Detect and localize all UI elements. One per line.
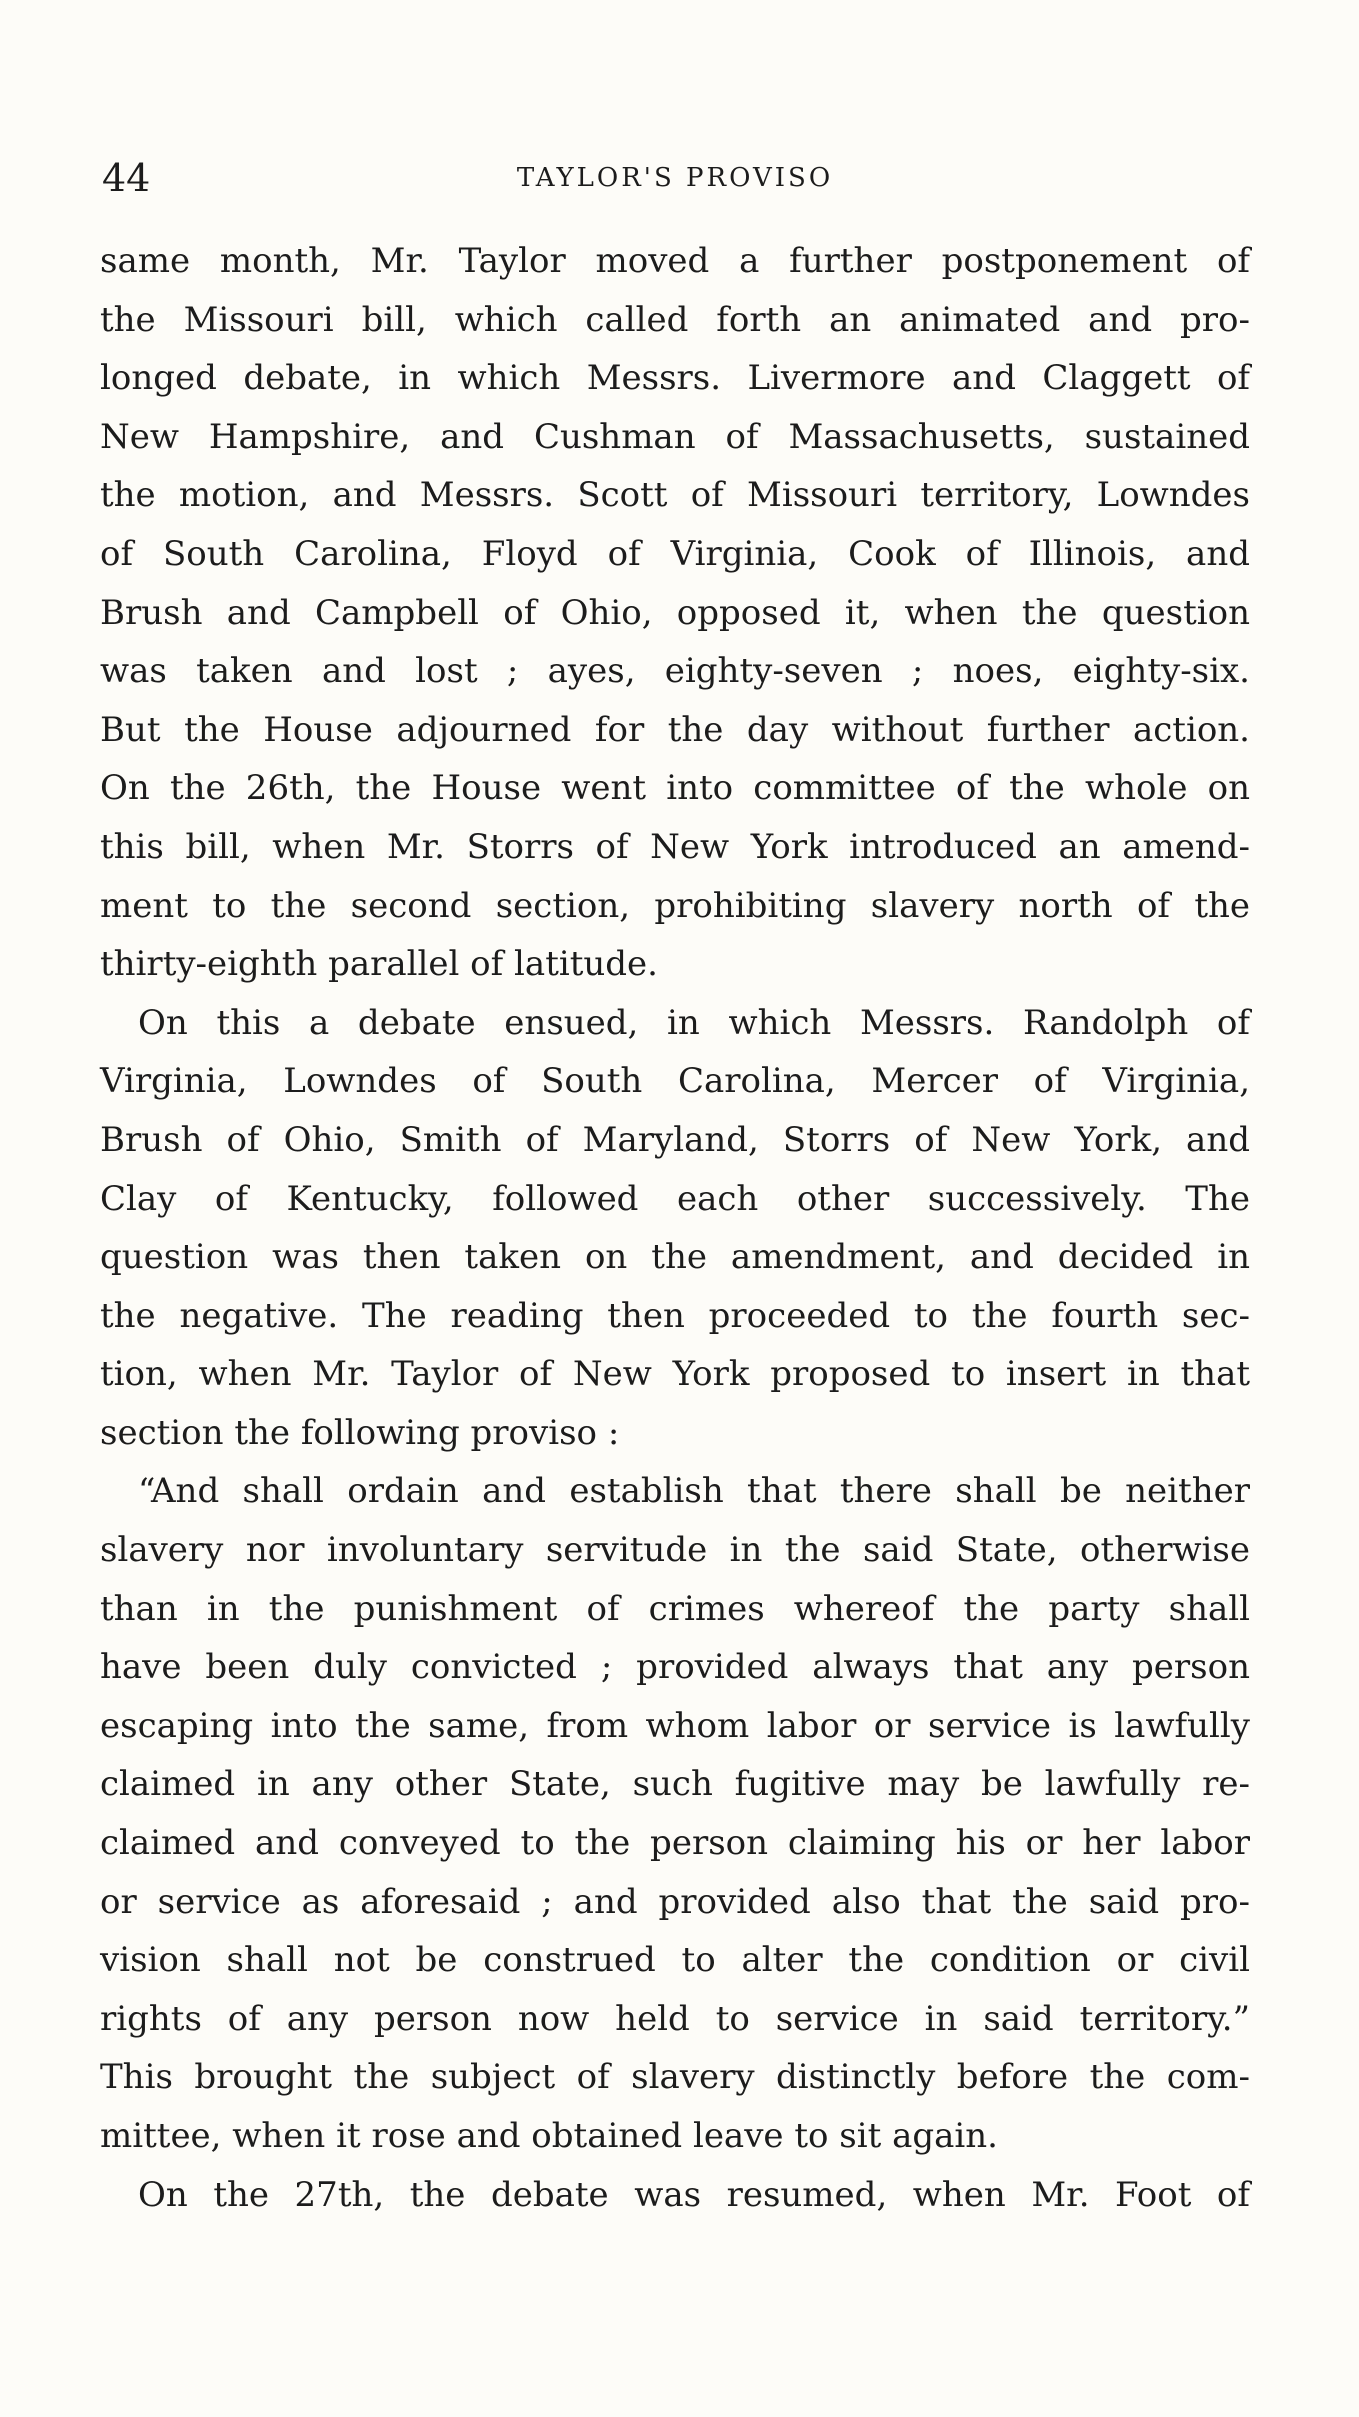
text-line: ment to the second section, prohibiting slavery north of the <box>100 885 1250 926</box>
quote-line: claimed and conveyed to the person claiming his or her labor <box>100 1823 1250 1864</box>
quote-line: vision shall not be construed to alter the condition or civil <box>100 1940 1250 1981</box>
quote-line: claimed in any other State, such fugitive may be lawfully re- <box>100 1764 1250 1805</box>
text-line: New Hampshire, and Cushman of Massachusetts, sustained <box>100 416 1250 457</box>
text-line: On the 26th, the House went into committee of the whole on <box>100 768 1250 809</box>
text-line: But the House adjourned for the day without further action. <box>100 709 1250 750</box>
text-line: Brush and Campbell of Ohio, opposed it, when the question <box>100 592 1250 633</box>
quote-line: rights of any person now held to service in said territory.” <box>100 1998 1250 2039</box>
quote-line: or service as aforesaid ; and provided also that the said pro- <box>100 1881 1250 1922</box>
text-line: section the following proviso : <box>100 1412 620 1453</box>
quote-line: have been duly convicted ; provided always that any person <box>100 1647 1250 1688</box>
text-line: same month, Mr. Taylor moved a further postponement of <box>100 241 1250 281</box>
text-line: of South Carolina, Floyd of Virginia, Cook of Illinois, and <box>100 533 1250 574</box>
body-text <box>100 232 1250 2224</box>
text-line: was taken and lost ; ayes, eighty-seven ; noes, eighty-six. <box>100 651 1250 692</box>
text-line: tion, when Mr. Taylor of New York proposed to insert in that <box>100 1354 1250 1395</box>
text-line: the motion, and Messrs. Scott of Missouri territory, Lowndes <box>100 475 1250 516</box>
text-line: question was then taken on the amendment, and decided in <box>100 1237 1250 1278</box>
text-line: Virginia, Lowndes of South Carolina, Mercer of Virginia, <box>100 1061 1250 1102</box>
text-line: Clay of Kentucky, followed each other successively. The <box>100 1178 1250 1219</box>
text-line: On this a debate ensued, in which Messrs. Randolph of <box>138 1002 1250 1043</box>
text-line: mittee, when it rose and obtained leave to sit again. <box>100 2116 998 2156</box>
quote-line: “And shall ordain and establish that there shall be neither <box>138 1471 1250 1512</box>
text-line: This brought the subject of slavery distinctly before the com- <box>100 2057 1250 2098</box>
running-head: TAYLOR'S PROVISO <box>516 163 834 193</box>
text-line: On the 27th, the debate was resumed, when Mr. Foot of <box>138 2174 1250 2215</box>
text-line: thirty-eighth parallel of latitude. <box>100 944 658 985</box>
text-line: the Missouri bill, which called forth an animated and pro- <box>100 299 1250 340</box>
text-line: longed debate, in which Messrs. Livermore and Claggett of <box>100 358 1250 399</box>
page-number: 44 <box>102 156 151 200</box>
page-header <box>100 148 1250 208</box>
text-line: this bill, when Mr. Storrs of New York introduced an amend- <box>100 826 1250 867</box>
text-line: the negative. The reading then proceeded to the fourth sec- <box>100 1295 1250 1336</box>
quote-line: escaping into the same, from whom labor or service is lawfully <box>100 1705 1250 1746</box>
quote-line: than in the punishment of crimes whereof the party shall <box>100 1588 1250 1629</box>
text-line: Brush of Ohio, Smith of Maryland, Storrs of New York, and <box>100 1119 1250 1160</box>
quote-line: slavery nor involuntary servitude in the said State, otherwise <box>100 1530 1250 1571</box>
